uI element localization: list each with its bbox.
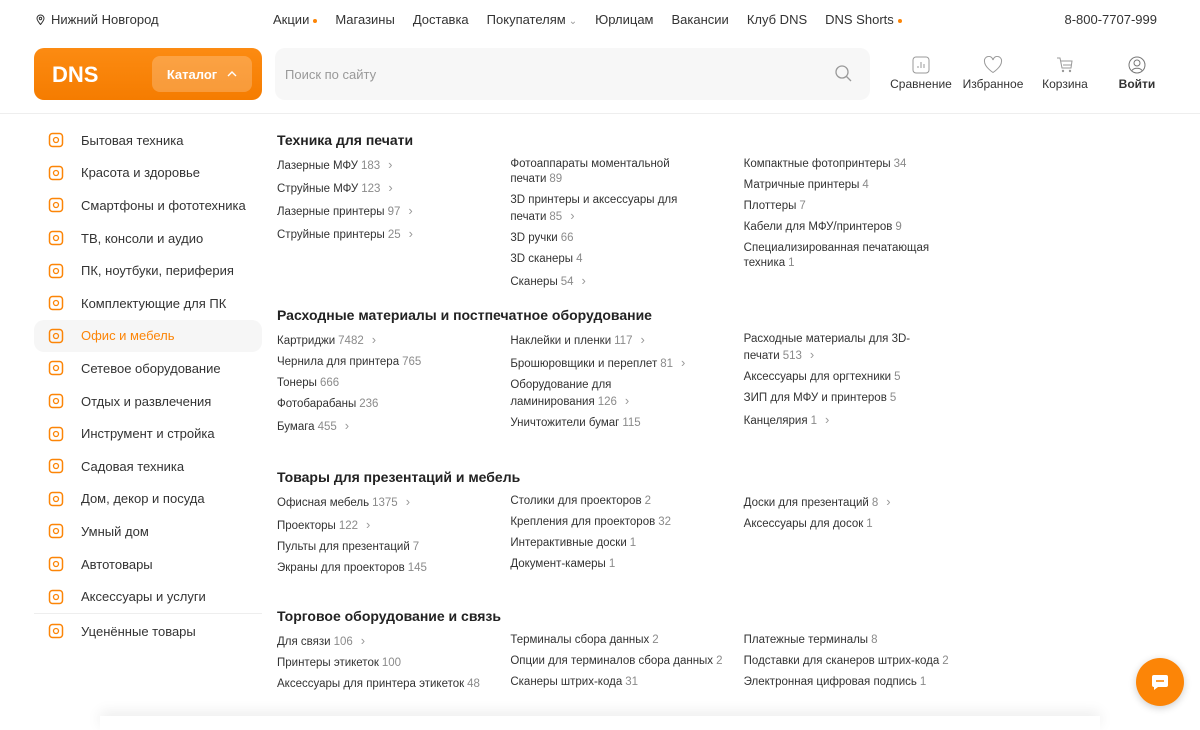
compare-button[interactable]: [885, 56, 957, 91]
category-link[interactable]: [744, 675, 957, 690]
chevron-right-icon: ›: [366, 517, 371, 532]
category-count: 1375: [372, 497, 398, 509]
category-name: Расходные материалы для 3D-печати: [743, 333, 911, 362]
category-name: Интерактивные доски: [510, 537, 627, 549]
scooter-icon: [46, 391, 66, 411]
category-count: 5: [889, 392, 897, 404]
category-link[interactable]: [277, 203, 490, 220]
section-title[interactable]: Техника для печати: [277, 132, 414, 148]
category-count: 31: [625, 676, 639, 688]
discount-icon: [46, 621, 66, 641]
sidebar-item[interactable]: [34, 417, 262, 450]
sidebar-item-label: Комплектующие для ПК: [81, 295, 227, 311]
category-name: Компактные фотопринтеры: [743, 158, 891, 170]
header-actions: [885, 56, 1173, 91]
category-count: 7: [799, 200, 806, 212]
category-name: Струйные МФУ: [277, 183, 359, 195]
category-name: Тонеры: [277, 377, 317, 389]
hairdryer-icon: [46, 163, 66, 183]
nav-link-label: Юрлицам: [595, 12, 654, 27]
category-name: Чернила для принтера: [277, 356, 400, 368]
category-name: Документ-камеры: [510, 558, 606, 570]
new-dot-icon: [898, 19, 902, 23]
category-link[interactable]: [510, 633, 723, 648]
category-name: 3D сканеры: [510, 253, 574, 265]
category-link[interactable]: [510, 536, 723, 551]
sidebar-item[interactable]: [34, 352, 262, 385]
chevron-right-icon: ›: [371, 332, 377, 347]
nav-link[interactable]: [273, 12, 317, 27]
chevron-right-icon: ›: [809, 347, 815, 362]
section-column: [510, 157, 743, 296]
category-count: 455: [317, 421, 337, 433]
sidebar-item[interactable]: [34, 580, 262, 613]
smartphone-icon: [46, 195, 66, 215]
category-count: 123: [361, 183, 381, 195]
category-link[interactable]: [277, 677, 490, 692]
category-count: 236: [359, 398, 379, 410]
logo-catalog-block: [34, 48, 262, 100]
category-link[interactable]: [744, 654, 957, 669]
cart-label: Корзина: [1042, 77, 1088, 91]
category-count: 145: [407, 562, 427, 574]
category-link[interactable]: [744, 157, 957, 172]
sidebar-item-label: Садовая техника: [81, 458, 185, 474]
category-link[interactable]: [744, 633, 957, 648]
chevron-right-icon: ›: [681, 355, 686, 370]
category-link[interactable]: [277, 561, 490, 576]
nav-link-label: Вакансии: [671, 12, 729, 27]
nav-link[interactable]: [747, 12, 807, 27]
category-count: 122: [338, 520, 358, 532]
category-link[interactable]: [277, 226, 490, 243]
category-link[interactable]: [277, 332, 490, 349]
catalog-section: [277, 468, 977, 582]
catalog-sidebar: [34, 124, 262, 648]
nav-link-label: DNS Shorts: [825, 12, 894, 27]
category-name: Канцелярия: [743, 415, 808, 427]
section-title[interactable]: Торговое оборудование и связь: [277, 608, 501, 624]
new-dot-icon: [313, 19, 317, 23]
category-count: 2: [942, 655, 949, 667]
category-count: 8: [871, 497, 879, 509]
category-link[interactable]: [510, 378, 723, 410]
category-name: Матричные принтеры: [743, 179, 860, 191]
category-count: 1: [810, 415, 817, 427]
category-count: 5: [894, 371, 901, 383]
category-count: 8: [871, 634, 878, 646]
category-link[interactable]: [510, 252, 723, 267]
category-link[interactable]: [277, 376, 490, 391]
chevron-right-icon: ›: [408, 203, 413, 218]
sidebar-item-label: ПК, ноутбуки, периферия: [81, 263, 234, 279]
section-columns: [277, 633, 977, 698]
section-column: [277, 157, 510, 296]
accessories-icon: [46, 587, 66, 607]
section-column: [510, 633, 743, 698]
category-name: Брошюровщики и переплет: [510, 358, 658, 370]
chevron-right-icon: ›: [388, 180, 393, 195]
section-title[interactable]: Товары для презентаций и мебель: [277, 469, 521, 485]
category-count: 85: [549, 211, 563, 223]
chat-button[interactable]: [1136, 658, 1184, 706]
category-count: 1: [608, 558, 616, 570]
category-name: Струйные принтеры: [277, 229, 385, 241]
category-count: 183: [360, 160, 381, 172]
category-name: Опции для терминалов сбора данных: [510, 655, 714, 667]
sidebar-item[interactable]: [34, 157, 262, 190]
chevron-right-icon: ›: [570, 208, 575, 223]
category-link[interactable]: [510, 332, 723, 349]
category-count: 7: [412, 541, 420, 553]
category-name: Наклейки и пленки: [510, 335, 612, 347]
category-name: Для связи: [277, 636, 331, 648]
category-name: Оборудование для ламинирования: [510, 379, 612, 408]
category-link[interactable]: [510, 515, 723, 530]
category-name: Аксессуары для принтера этикеток: [277, 678, 465, 690]
sidebar-item-label: Смартфоны и фототехника: [81, 197, 246, 213]
category-link[interactable]: [510, 193, 723, 225]
sidebar-item[interactable]: [34, 548, 262, 581]
category-link[interactable]: [277, 494, 490, 511]
user-icon: [1128, 56, 1146, 74]
category-link[interactable]: [277, 517, 490, 534]
favorites-label: Избранное: [962, 77, 1024, 91]
top-nav: [273, 12, 902, 27]
nav-link[interactable]: [595, 12, 653, 27]
category-name: Картриджи: [277, 335, 336, 347]
search-input[interactable]: [275, 48, 870, 100]
category-name: Аксессуары для оргтехники: [743, 371, 892, 383]
category-count: 25: [387, 229, 401, 241]
nav-link[interactable]: [413, 12, 469, 27]
category-count: 126: [597, 396, 617, 408]
category-count: 66: [560, 232, 574, 244]
category-name: Сканеры: [510, 276, 558, 288]
location-pin-icon: [36, 14, 45, 25]
category-link[interactable]: [744, 370, 957, 385]
category-count: 4: [862, 179, 869, 191]
sidebar-item-discounted[interactable]: [34, 615, 262, 648]
category-count: 4: [576, 253, 583, 265]
chat-icon: [1150, 673, 1170, 691]
cart-button[interactable]: [1029, 56, 1101, 91]
category-count: 513: [782, 350, 802, 362]
nav-link-label: Магазины: [335, 12, 395, 27]
category-name: ЗИП для МФУ и принтеров: [743, 392, 887, 404]
nav-link-label: Акции: [273, 12, 310, 27]
sidebar-item[interactable]: [34, 124, 262, 157]
category-link[interactable]: [510, 157, 723, 187]
category-link[interactable]: [277, 355, 490, 370]
sidebar-item-label: Умный дом: [81, 523, 149, 539]
login-button[interactable]: [1101, 56, 1173, 91]
category-name: Сканеры штрих-кода: [510, 676, 623, 688]
sidebar-divider: [34, 613, 262, 614]
category-link[interactable]: [744, 412, 957, 429]
category-link[interactable]: [510, 355, 723, 372]
phone-number[interactable]: 8-800-7707-999: [1064, 12, 1157, 27]
category-name: Лазерные МФУ: [277, 160, 358, 172]
sidebar-item[interactable]: [34, 287, 262, 320]
sidebar-item[interactable]: [34, 385, 262, 418]
chip-icon: [46, 293, 66, 313]
category-count: 765: [402, 356, 422, 368]
category-name: Кабели для МФУ/принтеров: [743, 221, 893, 233]
header-divider: [0, 113, 1200, 114]
router-icon: [46, 358, 66, 378]
compare-icon: [912, 56, 930, 74]
category-link[interactable]: [744, 241, 957, 271]
category-count: 32: [658, 516, 671, 528]
category-link[interactable]: [277, 656, 490, 671]
sidebar-item[interactable]: [34, 222, 262, 255]
favorites-button[interactable]: [957, 56, 1029, 91]
catalog-section: [277, 306, 977, 441]
section-column: [744, 633, 977, 698]
category-count: 89: [549, 173, 563, 185]
appliance-icon: [46, 130, 66, 150]
category-link[interactable]: [277, 180, 490, 197]
sidebar-item-label: Красота и здоровье: [81, 165, 201, 181]
chevron-right-icon: ›: [388, 157, 393, 172]
category-name: Электронная цифровая подпись: [743, 676, 917, 688]
section-column: [277, 633, 510, 698]
car-icon: [46, 554, 66, 574]
sidebar-item[interactable]: [34, 320, 262, 353]
category-link[interactable]: [277, 157, 490, 174]
category-count: 106: [333, 636, 353, 648]
city-selector[interactable]: [36, 12, 159, 27]
sidebar-item[interactable]: [34, 515, 262, 548]
category-link[interactable]: [277, 540, 490, 555]
category-name: Терминалы сбора данных: [510, 634, 650, 646]
section-column: [277, 494, 510, 582]
compare-label: Сравнение: [890, 77, 952, 91]
nav-link[interactable]: [487, 12, 577, 27]
chevron-up-icon: [227, 71, 237, 77]
mower-icon: [46, 456, 66, 476]
category-count: 1: [866, 518, 873, 530]
category-name: Столики для проекторов: [510, 495, 642, 507]
category-name: Пульты для презентаций: [277, 541, 410, 553]
category-link[interactable]: [744, 391, 957, 406]
category-name: Проекторы: [277, 520, 336, 532]
sidebar-item-label: Бытовая техника: [81, 132, 184, 148]
category-count: 117: [614, 335, 633, 347]
sidebar-item[interactable]: [34, 450, 262, 483]
category-name: Плоттеры: [743, 200, 797, 212]
category-link[interactable]: [744, 494, 957, 511]
catalog-label: Каталог: [166, 66, 218, 82]
category-count: 9: [895, 221, 902, 233]
chevron-right-icon: ›: [581, 273, 586, 288]
category-count: 2: [644, 495, 651, 507]
category-name: Экраны для проекторов: [277, 562, 405, 574]
header: [0, 48, 1200, 100]
section-column: [510, 332, 743, 441]
category-link[interactable]: [510, 416, 723, 431]
category-count: 2: [652, 634, 659, 646]
heart-icon: [983, 56, 1003, 74]
category-link[interactable]: [510, 675, 723, 690]
nav-link[interactable]: [672, 12, 729, 27]
category-link[interactable]: [744, 199, 957, 214]
chevron-right-icon: ›: [886, 494, 891, 509]
login-label: Войти: [1118, 77, 1156, 91]
sidebar-item-label: Офис и мебель: [81, 328, 175, 344]
chevron-right-icon: ›: [640, 332, 645, 347]
section-columns: [277, 157, 977, 296]
category-count: 81: [660, 358, 674, 370]
category-link[interactable]: [744, 220, 957, 235]
bottom-shadow: [100, 716, 1100, 730]
drill-icon: [46, 424, 66, 444]
sidebar-item[interactable]: [34, 483, 262, 516]
category-name: Принтеры этикеток: [277, 657, 379, 669]
category-count: 97: [387, 206, 401, 218]
chevron-right-icon: ›: [344, 418, 350, 433]
category-name: Бумага: [277, 421, 315, 433]
sidebar-item-label: Дом, декор и посуда: [81, 491, 205, 507]
category-link[interactable]: [744, 517, 957, 532]
category-link[interactable]: [510, 654, 723, 669]
nav-link[interactable]: [825, 12, 902, 27]
catalog-button[interactable]: [152, 56, 252, 92]
chevron-right-icon: ›: [405, 494, 411, 509]
laptop-icon: [46, 261, 66, 281]
sidebar-item-label: Автотовары: [81, 556, 153, 572]
catalog-section: [277, 607, 977, 698]
nav-link-label: Доставка: [412, 12, 469, 27]
nav-link[interactable]: [335, 12, 395, 27]
category-link[interactable]: [510, 494, 723, 509]
category-name: Доски для презентаций: [743, 497, 869, 509]
search-icon[interactable]: [835, 65, 852, 82]
category-name: Уничтожители бумаг: [510, 417, 620, 429]
nav-link-label: Клуб DNS: [746, 12, 808, 27]
city-name: Нижний Новгород: [51, 12, 159, 27]
sidebar-item-label: ТВ, консоли и аудио: [81, 230, 204, 246]
category-name: Платежные терминалы: [743, 634, 869, 646]
chevron-right-icon: ›: [624, 393, 630, 408]
category-name: Крепления для проекторов: [510, 516, 656, 528]
category-name: Фотобарабаны: [277, 398, 357, 410]
sidebar-item-label: Сетевое оборудование: [81, 360, 221, 376]
sidebar-item[interactable]: [34, 189, 262, 222]
category-name: 3D принтеры и аксессуары для печати: [510, 194, 678, 223]
section-title[interactable]: Расходные материалы и постпечатное оборудование: [277, 307, 652, 323]
category-count: 115: [622, 417, 641, 429]
category-link[interactable]: [277, 418, 490, 435]
category-link[interactable]: [510, 273, 723, 290]
sidebar-item[interactable]: [34, 254, 262, 287]
category-count: 100: [381, 657, 402, 669]
section-column: [744, 332, 977, 441]
category-link[interactable]: [277, 633, 490, 650]
category-count: 48: [467, 678, 480, 690]
category-link[interactable]: [744, 332, 957, 364]
chevron-down-icon: ⌄: [568, 16, 578, 27]
search-box: [275, 48, 870, 100]
chevron-right-icon: ›: [408, 226, 413, 241]
tv-icon: [46, 228, 66, 248]
smart-home-icon: [46, 521, 66, 541]
printer-icon: [46, 326, 66, 346]
category-count: 34: [893, 158, 907, 170]
section-columns: [277, 494, 977, 582]
cart-icon: [1056, 56, 1074, 74]
category-count: 1: [788, 257, 795, 269]
catalog-section: [277, 131, 977, 296]
category-count: 1: [629, 537, 637, 549]
dns-logo[interactable]: DNS: [52, 62, 99, 87]
section-column: [744, 157, 977, 296]
chevron-right-icon: ›: [824, 412, 830, 427]
category-link[interactable]: [277, 397, 490, 412]
category-name: Специализированная печатающая техника: [743, 242, 930, 269]
category-count: 2: [716, 655, 723, 667]
top-bar: [0, 0, 1200, 40]
category-name: Подставки для сканеров штрих-кода: [743, 655, 940, 667]
category-count: 1: [919, 676, 927, 688]
sidebar-item-label: Инструмент и стройка: [81, 426, 215, 442]
category-count: 54: [560, 276, 574, 288]
section-column: [510, 494, 743, 582]
category-link[interactable]: [510, 231, 723, 246]
category-name: Лазерные принтеры: [277, 206, 385, 218]
chevron-right-icon: ›: [360, 633, 366, 648]
section-column: [744, 494, 977, 582]
sidebar-item-label: Отдых и развлечения: [81, 393, 212, 409]
pot-icon: [46, 489, 66, 509]
category-name: Фотоаппараты моментальной печати: [510, 158, 670, 185]
category-link[interactable]: [744, 178, 957, 193]
category-link[interactable]: [510, 557, 723, 572]
category-count: 666: [319, 377, 340, 389]
section-column: [277, 332, 510, 441]
category-name: 3D ручки: [510, 232, 558, 244]
nav-link-label: Покупателям: [486, 12, 566, 27]
category-name: Офисная мебель: [277, 497, 370, 509]
category-count: 7482: [338, 335, 364, 347]
section-columns: [277, 332, 977, 441]
sidebar-item-label: Уценённые товары: [81, 623, 196, 639]
sidebar-item-label: Аксессуары и услуги: [81, 589, 206, 605]
category-name: Аксессуары для досок: [743, 518, 864, 530]
